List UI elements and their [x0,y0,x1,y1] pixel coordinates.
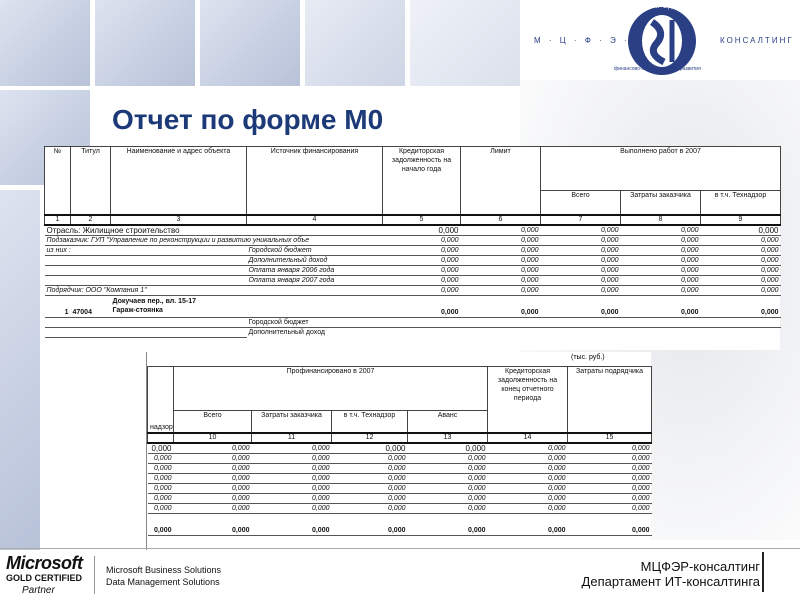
cell-value: 0,000 [252,493,332,503]
row-label [45,275,247,285]
cell-value: 0,000 [148,463,174,473]
col-number: 3 [111,215,247,225]
row-source: Оплата января 2006 года [247,265,383,275]
object-row-num: 1 [45,295,71,317]
cell-value: 0,000 [488,483,568,493]
cell-value: 0,000 [701,225,781,236]
cell-value: 0,000 [701,275,781,285]
footer-right-bar [762,552,764,592]
cell-value: 0,000 [252,503,332,513]
cell-value: 0,000 [332,463,408,473]
cell-value: 0,000 [408,463,488,473]
cell-value: 0,000 [461,275,541,285]
cell-value: 0,000 [621,285,701,295]
row-empty [383,327,781,337]
bg-tile [410,0,520,86]
cell-value: 0,000 [701,265,781,275]
cell-value: 0,000 [621,245,701,255]
cell-value: 0,000 [568,483,652,493]
cell-value: 0,000 [332,453,408,463]
row-source: Дополнительный доход [247,255,383,265]
microsoft-logo: Microsoft [6,553,83,573]
cell-value: 0,000 [461,245,541,255]
row-source [247,225,383,236]
cell-value: 0,000 [408,473,488,483]
col-number: 15 [568,433,652,443]
cell-value: 0,000 [148,443,174,454]
report-sheet-main [44,146,780,350]
mbs-line2: Data Management Solutions [106,577,220,587]
cell-value: 0,000 [541,295,621,317]
cell-value: 0,000 [621,255,701,265]
cell-value: 0,000 [568,443,652,454]
row-label: Подзаказчик: ГУП "Управление по реконструкции и развитию уникальных объе [45,235,383,245]
row-source: Городской бюджет [247,317,383,327]
col-header-total: Всего [174,411,252,433]
cell-value: 0,000 [148,493,174,503]
col-header-creditor-debt: Кредиторская задолженность на начало года [383,147,461,215]
cell-value: 0,000 [621,295,701,317]
row-source [247,295,383,317]
cell-value: 0,000 [383,275,461,285]
report-sheet-financing [146,352,651,550]
col-header-financed: Профинансировано в 2007 [174,367,488,411]
cell-value: 0,000 [568,493,652,503]
row-label: Подрядчик: ООО "Компания 1" [45,285,383,295]
col-header-total: Всего [541,191,621,215]
cell-value: 0,000 [332,443,408,454]
row-empty [383,317,781,327]
cell-value: 0,000 [488,493,568,503]
department-name: Департамент ИТ-консалтинга [581,574,760,589]
logo-left-text: М · Ц · Ф · Э · Р [534,36,644,45]
cell-value: 0,000 [488,513,568,535]
cell-value: 0,000 [332,503,408,513]
cell-value: 0,000 [174,443,252,454]
cell-value: 0,000 [461,235,541,245]
col-header-titul: Титул [71,147,111,215]
cell-value: 0,000 [332,513,408,535]
cell-value: 0,000 [148,503,174,513]
col-header-supervision: в т.ч. Технадзор [701,191,781,215]
col-header-num: № [45,147,71,215]
cell-value: 0,000 [383,225,461,236]
col-number: 10 [174,433,252,443]
cell-value: 0,000 [174,453,252,463]
mbs-line1: Microsoft Business Solutions [106,565,222,575]
cell-value: 0,000 [174,473,252,483]
object-name-line1: Докучаев пер., вл. 15-17 [112,298,197,305]
col-number: 6 [461,215,541,225]
footer-divider [0,548,800,549]
cell-value: 0,000 [174,503,252,513]
cell-value: 0,000 [568,463,652,473]
cell-value: 0,000 [174,463,252,473]
cell-value: 0,000 [174,513,252,535]
logo-bottom-text: финансово-экономического развития [614,66,701,72]
row-source: Городской бюджет [247,245,383,255]
cell-value: 0,000 [488,463,568,473]
col-number: 13 [408,433,488,443]
cell-value: 0,000 [332,473,408,483]
row-label: из них : [45,245,247,255]
cell-value: 0,000 [541,275,621,285]
cell-value: 0,000 [252,473,332,483]
cell-value: 0,000 [701,235,781,245]
row-label [45,327,247,337]
cell-value: 0,000 [148,483,174,493]
cell-value: 0,000 [701,255,781,265]
bg-tile [305,0,405,86]
cell-value: 0,000 [408,513,488,535]
cell-value: 0,000 [174,483,252,493]
cell-value: 0,000 [383,255,461,265]
cell-value: 0,000 [332,493,408,503]
cell-value: 0,000 [408,453,488,463]
cell-value: 0,000 [252,513,332,535]
cell-value: 0,000 [148,473,174,483]
cell-value: 0,000 [252,463,332,473]
gold-certified-label: GOLD CERTIFIED [6,573,82,583]
cell-value: 0,000 [568,503,652,513]
col-number: 4 [247,215,383,225]
col-header-customer-costs: Затраты заказчика [621,191,701,215]
row-label [45,265,247,275]
cell-value: 0,000 [383,245,461,255]
logo-top-text: МЕЖДУНАРОДНЫЙ ЦЕНТР [620,4,719,10]
cell-value: 0,000 [252,443,332,454]
cell-value: 0,000 [461,295,541,317]
cell-value: 0,000 [461,225,541,236]
cell-value: 0,000 [568,453,652,463]
cell-value: 0,000 [408,483,488,493]
col-number: 14 [488,433,568,443]
col-header-advance: Аванс [408,411,488,433]
cell-value: 0,000 [621,275,701,285]
bg-tile [200,0,300,86]
col-header-object: Наименование и адрес объекта [111,147,247,215]
col-number: 8 [621,215,701,225]
cell-value: 0,000 [383,265,461,275]
cell-value: 0,000 [701,245,781,255]
cell-value: 0,000 [541,285,621,295]
col-header-source: Источник финансирования [247,147,383,215]
partner-label: Partner [22,585,55,596]
cell-value: 0,000 [174,493,252,503]
cell-value: 0,000 [568,473,652,483]
row-label [45,255,247,265]
row-label: Отрасль: Жилищное строительство [45,225,247,236]
cell-value: 0,000 [488,473,568,483]
col-number: 12 [332,433,408,443]
cell-value: 0,000 [541,255,621,265]
cell-value: 0,000 [541,225,621,236]
row-label [45,317,247,327]
col-number: 1 [45,215,71,225]
cell-value: 0,000 [621,265,701,275]
cell-value: 0,000 [252,453,332,463]
col-number: 7 [541,215,621,225]
cell-value: 0,000 [488,443,568,454]
cell-value: 0,000 [408,493,488,503]
cell-value: 0,000 [252,483,332,493]
row-source: Дополнительный доход [248,328,326,336]
col-number: 5 [383,215,461,225]
bg-tile [0,0,90,86]
cell-value: 0,000 [541,245,621,255]
cell-value: 0,000 [568,513,652,535]
cell-value: 0,000 [332,483,408,493]
cell-value: 0,000 [148,453,174,463]
cell-value: 0,000 [408,503,488,513]
cell-value: 0,000 [488,453,568,463]
col-header-completed: Выполнено работ в 2007 [541,147,781,191]
cell-value: 0,000 [488,503,568,513]
cell-value: 0,000 [461,265,541,275]
col-number [148,433,174,443]
cell-value: 0,000 [461,255,541,265]
cell-value: 0,000 [148,513,174,535]
object-name-line2: Гараж-стоянка [112,307,163,314]
logo-right-text: КОНСАЛТИНГ [720,36,794,45]
cell-value: 0,000 [383,285,461,295]
col-number: 9 [701,215,781,225]
unit-label: (тыс. руб.) [571,354,605,361]
col-header-creditor-end: Кредиторская задолженность на конец отчетного периода [488,367,568,433]
bg-tile [95,0,195,86]
cell-value: 0,000 [541,265,621,275]
col-header-limit: Лимит [461,147,541,215]
col-header-contractor-costs: Затраты подрядчика [568,367,652,433]
footer-separator [94,556,95,594]
cell-value: 0,000 [621,235,701,245]
col-header-supervision: в т.ч. Технадзор [332,411,408,433]
company-name: МЦФЭР-консалтинг [640,559,760,574]
col-number: 11 [252,433,332,443]
col-header-customer-costs: Затраты заказчика [252,411,332,433]
cell-value: 0,000 [383,295,461,317]
col-number: 2 [71,215,111,225]
object-row-titul: 47004 [71,295,111,317]
cell-value: 0,000 [701,285,781,295]
object-row-name [111,295,247,317]
page-title: Отчет по форме М0 [112,104,384,135]
cell-value: 0,000 [461,285,541,295]
row-source: Оплата января 2007 года [247,275,383,285]
cell-value: 0,000 [383,235,461,245]
cell-value: 0,000 [701,295,781,317]
cell-value: 0,000 [408,443,488,454]
cell-value: 0,000 [621,225,701,236]
bg-tile [0,190,40,550]
cell-value: 0,000 [541,235,621,245]
col-header-supervision-cut: надзор [148,367,174,433]
